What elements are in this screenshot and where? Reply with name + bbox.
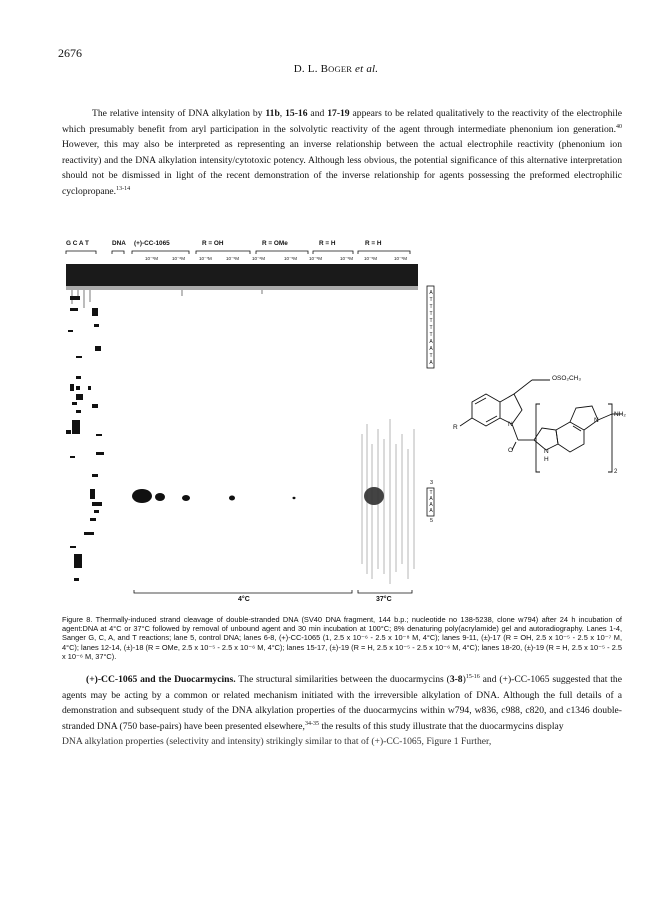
lane-label: 10⁻⁵M: [145, 256, 158, 261]
label-oxygen: O: [508, 447, 514, 454]
label-nitrogen-1: N: [508, 421, 513, 428]
lane-label: 10⁻⁵M: [340, 256, 353, 261]
lane-label: 10⁻⁵M: [284, 256, 297, 261]
figure-caption: Figure 8. Thermally-induced strand cleavage of double-stranded DNA (SV40 DNA fragment, 144 b.p.; nucleotide no 138-5238, clone w794) after 24 h incubation of agent:DNA at 4°C or 37°C followed by removal of unbound agent and 30 min incubation at 100°C; 8% denaturing poly(acrylamide) gel and autoradiography. Lanes 1-4, Sanger G, C, A, and T reactions; lane 5, control DNA; lanes 6-8, (+)-CC-1065 (1, 2.5 x 10⁻⁶ - 2.5 x 10⁻⁸ M, 4°C); lanes 9-11, (±)-17 (R = OH, 2.5 x 10⁻⁵ - 2.5 x 10⁻⁷ M, 4°C); lanes 12-14, (±)-18 (R = OMe, 2.5 x 10⁻⁵ - 2.5 x 10⁻⁶ M, 4°C); lanes 15-17, (±)-19 (R = H, 2.5 x 10⁻⁵ - 2.5 x 10⁻⁶ M, 4°C); lanes 18-20, (±)-19 (R = H, 2.5 x 10⁻⁵ - 2.5 x 10⁻⁶ M, 37°C).: [62, 615, 622, 661]
label-oso2ch3: OSO₂CH₃: [552, 375, 582, 382]
section-last-line: DNA alkylation properties (selectivity and intensity) strikingly similar to that of (+)-CC-1065, Figure 1 Further,: [62, 736, 492, 748]
section-text-1b: ): [462, 674, 466, 685]
label-subscript-2: 2: [614, 469, 618, 475]
label-dna: DNA: [112, 240, 126, 247]
section-text-2: and (+)-CC-1065 suggested that the agents may be acting by a common or related mechanism initiated with the irreversible alkylation of DNA. Although the full details of a demonstration and subsequent study of the DNA alkylation properties of the duocarmycins within w794, w836, c988, c820, and c1346 double-stranded DNA (750 base-pairs) have been presented elsewhere,: [62, 674, 622, 732]
compound-3-8: 3-8: [449, 674, 463, 685]
label-gcat: G C A T: [66, 240, 89, 247]
reference-34-35: 34-35: [304, 720, 319, 727]
page-number: 2676: [58, 46, 82, 60]
section-text-3: the results of this study illustrate that the duocarmycins display: [318, 720, 564, 732]
compound-11b: 11b: [265, 108, 280, 119]
section-text-1: The structural similarities between the duocarmycins (: [235, 674, 450, 685]
label-r-group: R: [453, 424, 458, 431]
label-r-h-2: R = H: [365, 240, 382, 247]
section-paragraph: [62, 672, 622, 750]
reference-40: 40: [616, 123, 622, 130]
marker-3: 3: [430, 480, 434, 486]
lane-label: 10⁻⁵M: [226, 256, 239, 261]
intro-text-3: and: [307, 108, 328, 119]
sequence-bottom: TAAA: [429, 490, 433, 514]
running-header: [0, 63, 672, 75]
intro-text-5: However, this may also be interpreted as representing an inverse relationship between the actual electrophile reactivity (phenonium ion reactivity) and the DNA alkylation intensity/cytotoxic potency. Although less obvious, the potential significance of this alternative interpretation should not be dismissed in light of the recent demonstration of the inverse relationship for agents possessing the preformed electrophilic cyclopropane.: [62, 139, 622, 197]
section-heading: (+)-CC-1065 and the Duocarmycins.: [86, 674, 236, 685]
figure-8: [62, 234, 626, 619]
marker-5: 5: [430, 518, 434, 524]
label-nitrogen-2: N: [594, 417, 599, 424]
author-initial: D. L. B: [293, 63, 329, 75]
label-nitrogen-nh: N: [544, 448, 549, 455]
reference-15-16: 15-16: [465, 674, 480, 680]
label-r-h-1: R = H: [319, 240, 336, 247]
gel-autoradiograph: [62, 234, 622, 619]
intro-text-4: appears to be related qualitatively to the reactivity of the electrophile which presumably benefit from aryl participation in the solvolytic reactivity of the agent through intermediate phenonium ion generation.: [62, 108, 623, 135]
label-r-ome: R = OMe: [262, 240, 288, 247]
lane-label: 10⁻⁵M: [364, 256, 377, 261]
lane-label: 10⁻⁶M: [172, 256, 185, 261]
lane-label: 10⁻⁵M: [309, 256, 322, 261]
compound-15-16: 15-16: [285, 108, 308, 119]
label-hydrogen: H: [544, 456, 549, 463]
intro-text-2: ,: [279, 108, 286, 119]
intro-text-1: The relative intensity of DNA alkylation by: [92, 108, 266, 119]
lane-label: 10⁻⁵M: [394, 256, 407, 261]
label-cc1065: (+)-CC-1065: [134, 240, 170, 247]
reference-13-14: 13-14: [116, 185, 131, 192]
lane-label: 10⁻⁶M: [252, 256, 265, 261]
sequence-top: ATTTTTTAATA: [429, 290, 433, 366]
temp-37c: 37°C: [376, 596, 392, 603]
compound-17-19: 17-19: [327, 108, 350, 119]
author-smallcaps: OGER: [328, 64, 353, 74]
et-al: et al.: [355, 63, 379, 75]
intro-paragraph: [62, 106, 622, 200]
lane-label: 10⁻⁷M: [199, 256, 212, 261]
chemical-structure: [460, 380, 622, 472]
label-nh2: NH₂: [614, 411, 626, 418]
temp-4c: 4°C: [238, 596, 250, 603]
label-r-oh: R = OH: [202, 240, 224, 247]
